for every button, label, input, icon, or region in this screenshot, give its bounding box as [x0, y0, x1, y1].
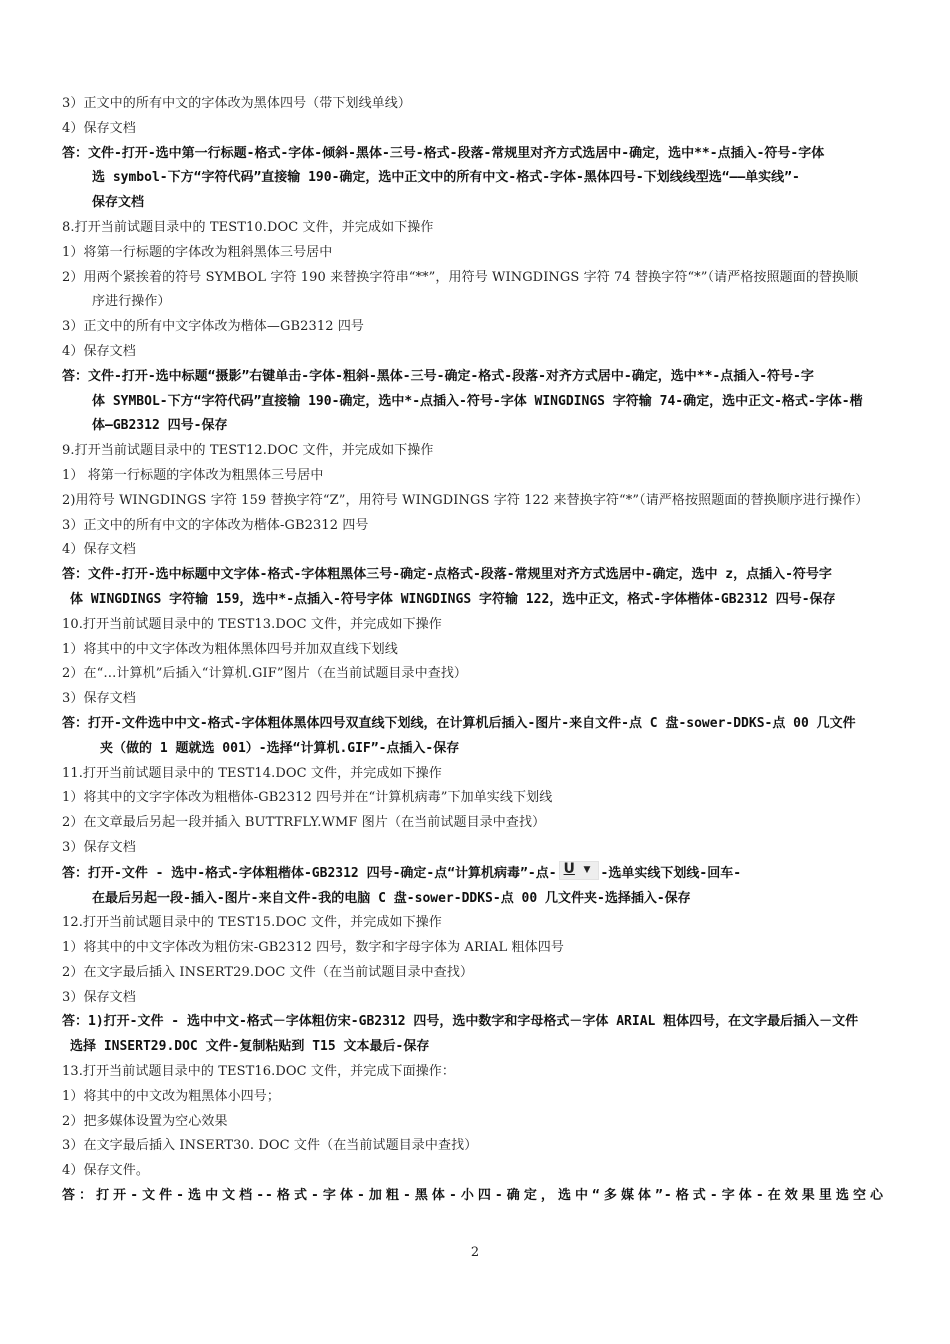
instruction-line: 1）将第一行标题的字体改为粗斜黑体三号居中	[62, 244, 333, 260]
question-title: 9.打开当前试题目录中的 TEST12.DOC 文件，并完成如下操作	[62, 443, 434, 459]
instruction-line: 3）保存文档	[62, 691, 136, 707]
instruction-line: 3）在文字最后插入 INSERT30. DOC 文件（在当前试题目录中查找）	[62, 1138, 478, 1154]
instruction-line: 4）保存文档	[62, 542, 136, 558]
answer-line: 体—GB2312 四号-保存	[92, 418, 228, 434]
question-7-tail	[62, 92, 884, 142]
answer-line: 答：文件-打开-选中第一行标题-格式-字体-倾斜-黑体-三号-格式-段落-常规里对齐方式选居中-确定，选中**-点插入-符号-字体	[62, 145, 825, 161]
instruction-line: 1）将其中的中文改为粗黑体小四号；	[62, 1088, 280, 1104]
question-9	[62, 439, 884, 563]
instruction-line: 2）用两个紧挨着的符号 SYMBOL 字符 190 来替换字符串“**”，用符号 WINGDINGS 字符 74 替换字符“*”（请严格按照题面的替换顺	[62, 269, 859, 285]
instruction-line: 3）正文中的所有中文字体改为楷体—GB2312 四号	[62, 319, 365, 335]
answer-line: 夹（做的 1 题就选 001）-选择“计算机.GIF”-点插入-保存	[100, 740, 460, 756]
instruction-line: 4）保存文档	[62, 343, 136, 359]
answer-line: 答：打开-文件选中中文-格式-字体粗体黑体四号双直线下划线，在计算机后插入-图片-来自文件-点 C 盘-sower-DDKS-点 00 几文件	[62, 715, 856, 731]
answer-10	[62, 712, 884, 762]
answer-text: -选单实线下划线-回车-	[600, 865, 742, 881]
answer-line: 体 WINGDINGS 字符输 159，选中*-点插入-符号字体 WINGDINGS 字符输 122，选中正文，格式-字体楷体-GB2312 四号-保存	[70, 591, 836, 607]
answer-line: 保存文档	[92, 195, 145, 211]
answer-line: 答：文件-打开-选中标题“摄影”右键单击-字体-粗斜-黑体-三号-确定-格式-段落-对齐方式居中-确定，选中**-点插入-符号-字	[62, 368, 814, 384]
question-title: 8.打开当前试题目录中的 TEST10.DOC 文件，并完成如下操作	[62, 219, 434, 235]
instruction-line: 2）在文章最后另起一段并插入 BUTTRFLY.WMF 图片（在当前试题目录中查找）	[62, 815, 546, 831]
instruction-line: 3）保存文档	[62, 989, 136, 1005]
answer-line	[62, 861, 884, 887]
question-10	[62, 613, 884, 712]
instruction-line: 序进行操作）	[92, 294, 171, 310]
answer-line: 答：文件-打开-选中标题中文字体-格式-字体粗黑体三号-确定-点格式-段落-常规里对齐方式选居中-确定，选中 z，点插入-符号字	[62, 567, 832, 583]
instruction-line: 3）正文中的所有中文的字体改为黑体四号（带下划线单线）	[62, 96, 411, 111]
answer-7	[62, 142, 884, 216]
instruction-line: 1）将其中的中文字体改为粗体黑体四号并加双直线下划线	[62, 641, 398, 657]
instruction-line: 1）将其中的文字字体改为粗楷体-GB2312 四号并在“计算机病毒”下加单实线下划线	[62, 790, 553, 806]
answer-8	[62, 365, 884, 439]
instruction-line: 2）在“…计算机”后插入“计算机.GIF”图片（在当前试题目录中查找）	[62, 666, 468, 682]
answer-11	[62, 861, 884, 912]
underline-button	[559, 861, 599, 880]
answer-9	[62, 563, 884, 613]
question-8	[62, 216, 884, 365]
question-title: 13.打开当前试题目录中的 TEST16.DOC 文件，并完成下面操作：	[62, 1064, 455, 1080]
dropdown-arrow-icon: ▼	[583, 864, 591, 875]
answer-line: 在最后另起一段-插入-图片-来自文件-我的电脑 C 盘-sower-DDKS-点 00 几文件夹-选择插入-保存	[92, 890, 691, 906]
question-12	[62, 911, 884, 1010]
instruction-line: 1）将其中的中文字体改为粗仿宋-GB2312 四号，数字和字母字体为 ARIAL 粗体四号	[62, 940, 564, 956]
instruction-line: 4）保存文档	[62, 120, 136, 136]
answer-line: 体 SYMBOL-下方“字符代码”直接输 190-确定，选中*-点插入-符号-字体 WINGDINGS 字符输 74-确定，选中正文-格式-字体-楷	[92, 393, 863, 409]
answer-12	[62, 1010, 884, 1060]
answer-line: 答：打开-文件-选中文档--格式-字体-加粗-黑体-小四-确定，选中“多媒体”-格式-字体-在效果里选空心	[62, 1188, 884, 1204]
instruction-line: 2）把多媒体设置为空心效果	[62, 1113, 228, 1129]
underline-icon: U	[563, 860, 575, 877]
question-title: 12.打开当前试题目录中的 TEST15.DOC 文件，并完成如下操作	[62, 915, 442, 931]
instruction-line: 3）正文中的所有中文的字体改为楷体-GB2312 四号	[62, 517, 369, 533]
answer-13	[62, 1184, 884, 1209]
instruction-line: 2）在文字最后插入 INSERT29.DOC 文件（在当前试题目录中查找）	[62, 964, 474, 980]
instruction-line: 4）保存文件。	[62, 1163, 149, 1179]
question-title: 11.打开当前试题目录中的 TEST14.DOC 文件，并完成如下操作	[62, 765, 442, 781]
page-number: 2	[470, 1245, 480, 1260]
instruction-line: 2)用符号 WINGDINGS 字符 159 替换字符“Z”，用符号 WINGDINGS 字符 122 来替换字符“*”（请严格按照题面的替换顺序进行操作）	[62, 492, 869, 508]
answer-line: 答：1)打开-文件 - 选中中文-格式－字体粗仿宋-GB2312 四号，选中数字和字母格式－字体 ARIAL 粗体四号，在文字最后插入－文件	[62, 1014, 859, 1030]
answer-text: 答：打开-文件 - 选中-格式-字体粗楷体-GB2312 四号-确定-点“计算机病毒”-点-	[62, 865, 557, 881]
document-body	[62, 92, 884, 1209]
instruction-line: 1） 将第一行标题的字体改为粗黑体三号居中	[62, 467, 324, 483]
question-title: 10.打开当前试题目录中的 TEST13.DOC 文件，并完成如下操作	[62, 616, 442, 632]
question-13	[62, 1060, 884, 1184]
instruction-line: 3）保存文档	[62, 839, 136, 855]
question-11	[62, 762, 884, 861]
answer-line: 选择 INSERT29.DOC 文件-复制粘贴到 T15 文本最后-保存	[70, 1039, 430, 1055]
answer-line: 选 symbol-下方“字符代码”直接输 190-确定，选中正文中的所有中文-格式-字体-黑体四号-下划线线型选“——单实线”-	[92, 170, 800, 186]
